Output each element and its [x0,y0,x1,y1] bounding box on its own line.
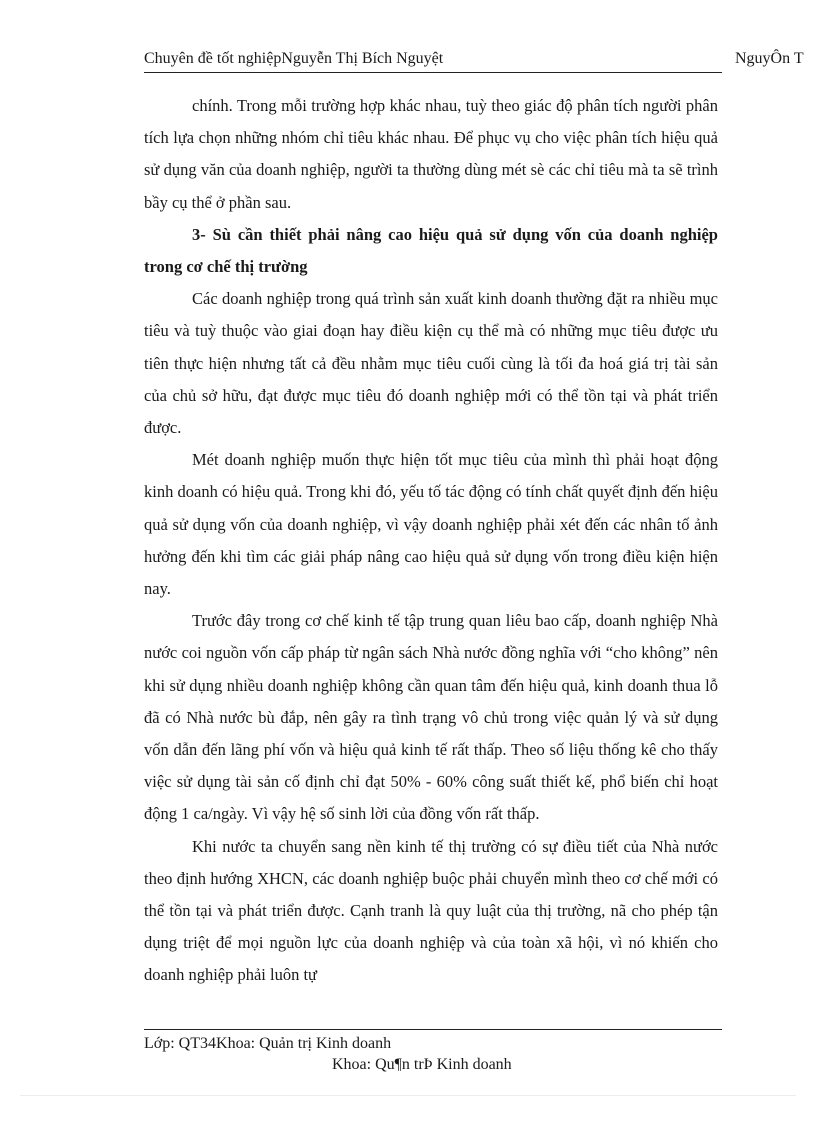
section-heading: 3- Sù cần thiết phải nâng cao hiệu quả sử dụng vốn của doanh nghiệp trong cơ chế thị trường [144,224,718,277]
paragraph: Khi nước ta chuyển sang nền kinh tế thị trường có sự điều tiết của Nhà nước theo định hướng XHCN, các doanh nghiệp buộc phải chuyển mình theo cơ chế mới có thể tồn tại và phát triển được. Cạnh tranh là quy luật của thị trường, nã cho phép tận dụng triệt để mọi nguồn lực của doanh nghiệp và của toàn xã hội, vì nó khiến cho doanh nghiệp phải luôn tự [144,836,718,985]
footer-divider [144,1029,722,1030]
running-header-author: NguyÔn T [735,50,804,67]
header-divider [144,72,722,73]
paragraph: Mét doanh nghiệp muốn thực hiện tốt mục tiêu của mình thì phải hoạt động kinh doanh có hiệu quả. Trong khi đó, yếu tố tác động có tính chất quyết định đến hiệu quả sử dụng vốn của doanh nghiệp, vì vậy doanh nghiệp phải xét đến các nhân tố ảnh hưởng đến khi tìm các giải pháp nâng cao hiệu quả sử dụng vốn trong điều kiện hiện nay. [144,450,718,599]
paragraph: Các doanh nghiệp trong quá trình sản xuất kinh doanh thường đặt ra nhiều mục tiêu và tuỳ thuộc vào giai đoạn hay điều kiện cụ thể mà có những mục tiêu được ưu tiên thực hiện nhưng tất cả đều nhằm mục tiêu cuối cùng là tối đa hoá giá trị tài sản của chủ sở hữu, đạt được mục tiêu đó doanh nghiệp mới có thể tồn tại và phát triển được. [144,289,718,438]
footer-faculty: Khoa: Qu¶n trÞ Kinh doanh [332,1056,512,1073]
paragraph: Trước đây trong cơ chế kinh tế tập trung quan liêu bao cấp, doanh nghiệp Nhà nước coi nguồn vốn cấp pháp từ ngân sách Nhà nước đồng nghĩa với “cho không” nên khi sử dụng nhiều doanh nghiệp không cần quan tâm đến hiệu quả, kinh doanh thua lỗ đã có Nhà nước bù đắp, nên gây ra tình trạng vô chủ trong việc quản lý và sử dụng vốn dẫn đến lãng phí vốn và hiệu quả kinh tế rất thấp. Theo số liệu thống kê cho thấy việc sử dụng tài sản cố định chỉ đạt 50% - 60% công suất thiết kế, phổ biến chỉ hoạt động 1 ca/ngày. Vì vậy hệ số sinh lời của đồng vốn rất thấp. [144,611,718,824]
footer-class-faculty: Lớp: QT34Khoa: Quản trị Kinh doanh [144,1035,392,1052]
document-body [144,90,718,992]
running-header-title: Chuyên đề tốt nghiệpNguyễn Thị Bích Nguyệt [144,50,444,67]
paragraph-continuation: chính. Trong mỗi trường hợp khác nhau, tuỳ theo giác độ phân tích người phân tích lựa chọn những nhóm chỉ tiêu khác nhau. Để phục vụ cho việc phân tích hiệu quả sử dụng văn của doanh nghiệp, người ta thường dùng mét sè các chỉ tiêu mà ta sẽ trình bầy cụ thể ở phần sau. [144,96,718,212]
page-bottom-edge [20,1095,796,1096]
